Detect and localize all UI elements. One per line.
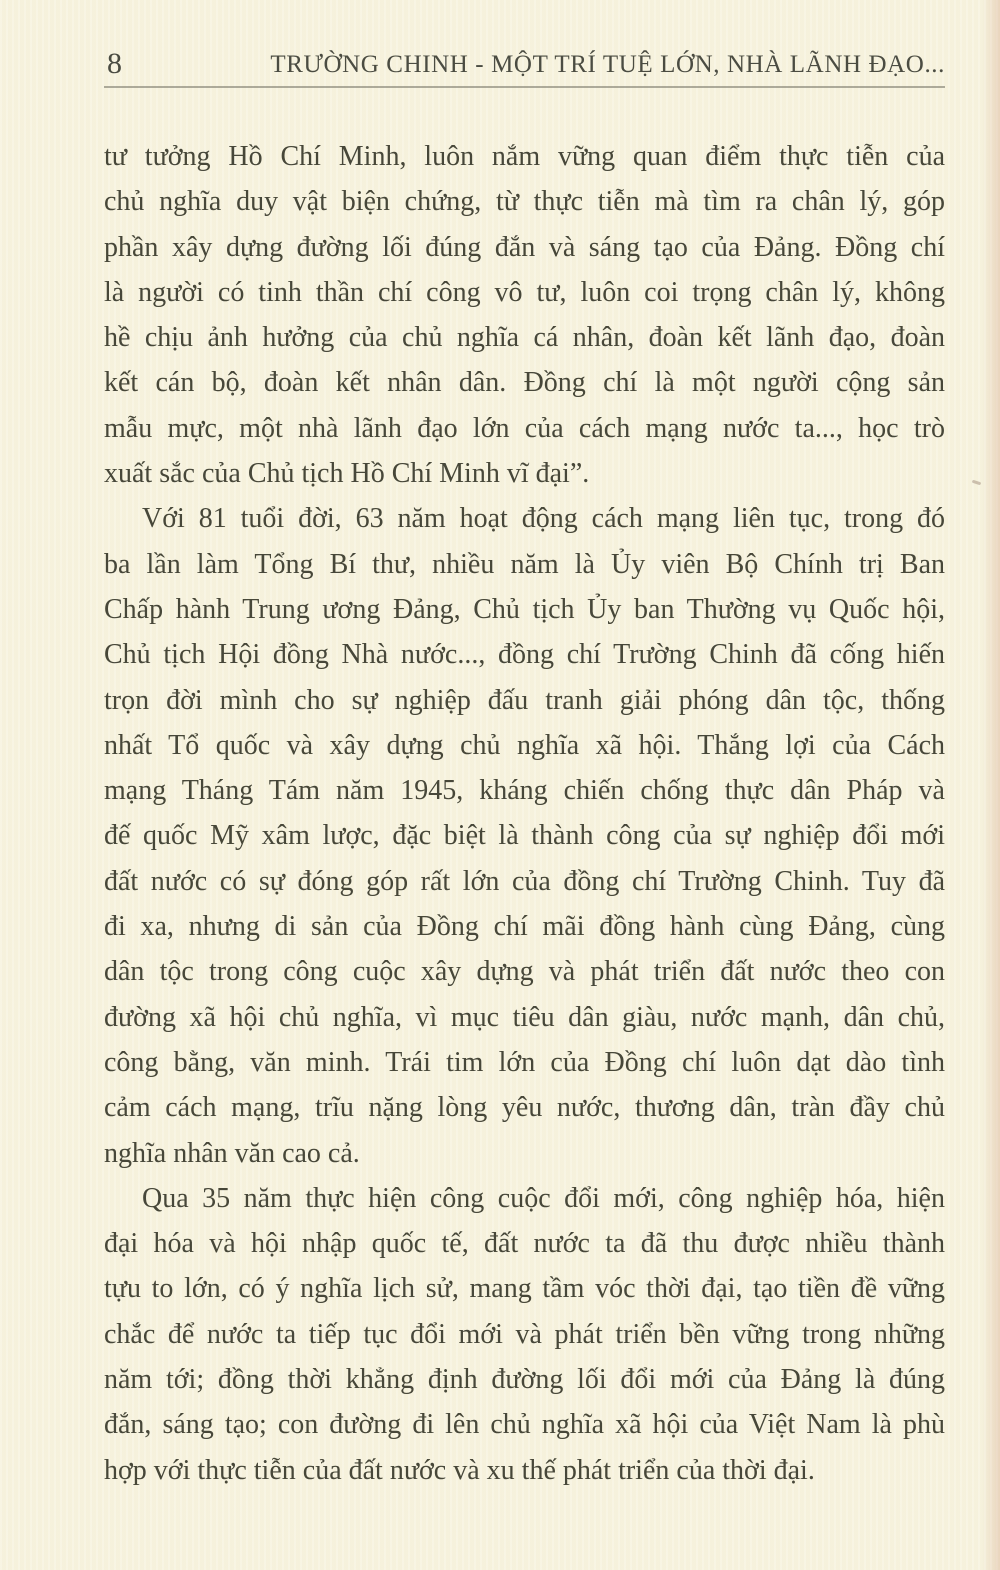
text-line: đi xa, nhưng di sản của Đồng chí mãi đồng hành cùng Đảng, cùng [104, 911, 945, 943]
text-line: nghĩa nhân văn cao cả. [104, 1137, 360, 1169]
text-line: trọn đời mình cho sự nghiệp đấu tranh giải phóng dân tộc, thống [104, 684, 945, 716]
text-line: nhất Tổ quốc và xây dựng chủ nghĩa xã hội. Thắng lợi của Cách [104, 729, 945, 761]
text-line: Chủ tịch Hội đồng Nhà nước..., đồng chí Trường Chinh đã cống hiến [104, 639, 945, 671]
text-line: Qua 35 năm thực hiện công cuộc đổi mới, công nghiệp hóa, hiện [142, 1182, 945, 1214]
text-line: đắn, sáng tạo; con đường đi lên chủ nghĩa xã hội của Việt Nam là phù [104, 1409, 945, 1441]
text-block [104, 134, 945, 1493]
page-edge-shading [982, 0, 1000, 1570]
text-line: mẫu mực, một nhà lãnh đạo lớn của cách mạng nước ta..., học trò [104, 412, 945, 444]
text-line: là người có tinh thần chí công vô tư, luôn coi trọng chân lý, không [104, 276, 945, 308]
text-line: hợp với thực tiễn của đất nước và xu thế phát triển của thời đại. [104, 1454, 815, 1486]
text-line: chủ nghĩa duy vật biện chứng, từ thực tiễn mà tìm ra chân lý, góp [104, 186, 945, 218]
text-line: kết cán bộ, đoàn kết nhân dân. Đồng chí là một người cộng sản [104, 367, 945, 399]
text-line: chắc để nước ta tiếp tục đổi mới và phát triển bền vững trong những [104, 1318, 945, 1350]
text-line: tựu to lớn, có ý nghĩa lịch sử, mang tầm vóc thời đại, tạo tiền đề vững [104, 1273, 945, 1305]
text-line: năm tới; đồng thời khẳng định đường lối đổi mới của Đảng là đúng [104, 1364, 945, 1396]
text-line: đất nước có sự đóng góp rất lớn của đồng chí Trường Chinh. Tuy đã [104, 865, 945, 897]
text-line: Chấp hành Trung ương Đảng, Chủ tịch Ủy ban Thường vụ Quốc hội, [104, 593, 945, 625]
text-line: phần xây dựng đường lối đúng đắn và sáng tạo của Đảng. Đồng chí [104, 231, 945, 263]
text-line: ba lần làm Tổng Bí thư, nhiều năm là Ủy viên Bộ Chính trị Ban [104, 548, 945, 580]
text-line: dân tộc trong công cuộc xây dựng và phát triển đất nước theo con [104, 956, 945, 988]
text-line: tư tưởng Hồ Chí Minh, luôn nắm vững quan điểm thực tiễn của [104, 141, 945, 172]
text-line: hề chịu ảnh hưởng của chủ nghĩa cá nhân, đoàn kết lãnh đạo, đoàn [104, 322, 945, 354]
text-line: Với 81 tuổi đời, 63 năm hoạt động cách mạng liên tục, trong đó [142, 503, 945, 535]
text-line: đại hóa và hội nhập quốc tế, đất nước ta đã thu được nhiều thành [104, 1228, 945, 1260]
text-line: đường xã hội chủ nghĩa, vì mục tiêu dân giàu, nước mạnh, dân chủ, [104, 1001, 945, 1033]
page-number: 8 [107, 47, 122, 80]
running-title: TRƯỜNG CHINH - MỘT TRÍ TUỆ LỚN, NHÀ LÃNH ĐẠO... [270, 51, 945, 78]
text-line: xuất sắc của Chủ tịch Hồ Chí Minh vĩ đại”. [104, 458, 590, 490]
text-line: mạng Tháng Tám năm 1945, kháng chiến chống thực dân Pháp và [104, 775, 945, 807]
page-header [104, 38, 945, 88]
text-line: đế quốc Mỹ xâm lược, đặc biệt là thành công của sự nghiệp đổi mới [104, 820, 945, 852]
text-line: công bằng, văn minh. Trái tim lớn của Đồng chí luôn dạt dào tình [104, 1046, 945, 1078]
scan-speck [972, 480, 981, 486]
text-line: cảm cách mạng, trĩu nặng lòng yêu nước, thương dân, tràn đầy chủ [104, 1092, 945, 1124]
